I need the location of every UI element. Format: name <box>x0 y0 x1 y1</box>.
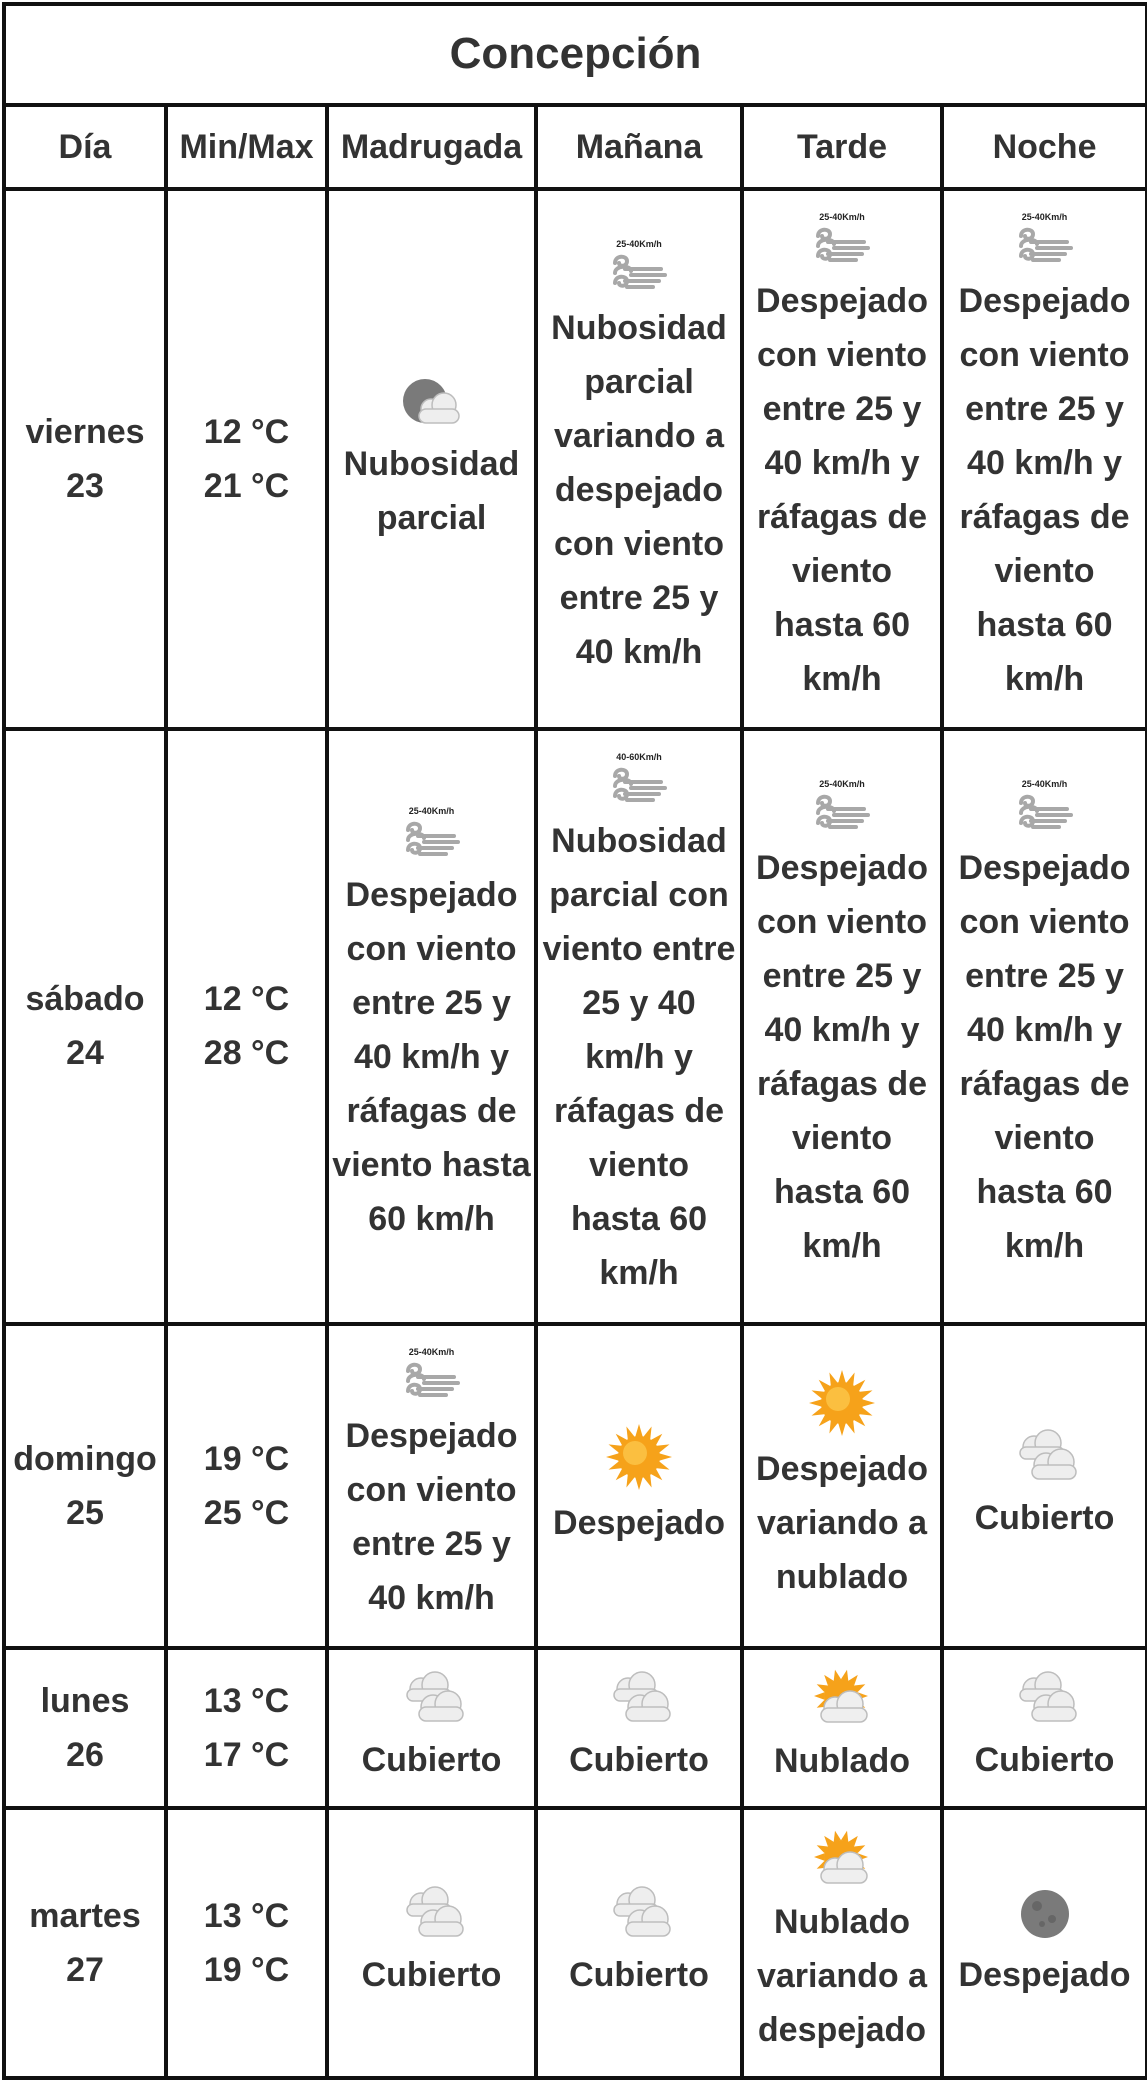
overcast-icon <box>541 1884 737 1944</box>
day-number: 23 <box>66 467 104 506</box>
overcast-icon <box>332 1669 531 1729</box>
max-temp: 17 °C <box>203 1735 290 1774</box>
period-cell <box>742 1648 942 1808</box>
weather-description: Despejado con viento entre 25 y 40 km/h y ráfagas de viento hasta 60 km/h <box>756 849 928 1266</box>
forecast-row <box>4 729 1147 1323</box>
day-name: viernes <box>25 413 145 452</box>
day-number: 27 <box>66 1951 104 1990</box>
min-temp: 13 °C <box>203 1681 290 1720</box>
sun-icon <box>541 1422 737 1492</box>
sun-icon <box>747 1368 937 1438</box>
wind-speed-badge: 25-40Km/h <box>1021 212 1068 223</box>
day-name: lunes <box>40 1681 130 1720</box>
wind-icon <box>541 752 737 810</box>
weather-description: Despejado <box>958 1956 1131 1995</box>
temperature-cell <box>166 1808 327 2078</box>
wind-speed-badge: 25-40Km/h <box>616 239 662 250</box>
wind-icon <box>947 212 1142 270</box>
period-cell <box>942 1648 1147 1808</box>
max-temp: 19 °C <box>203 1951 290 1990</box>
moon-icon <box>947 1884 1142 1944</box>
period-cell <box>327 1324 536 1648</box>
period-cell <box>942 1324 1147 1648</box>
weather-description: Cubierto <box>361 1740 502 1779</box>
overcast-icon <box>947 1669 1142 1729</box>
header-noche: Noche <box>942 105 1147 190</box>
day-number: 26 <box>66 1735 104 1774</box>
min-temp: 12 °C <box>203 413 290 452</box>
wind-speed-badge: 25-40Km/h <box>408 1346 455 1357</box>
sun-cloud-icon <box>747 1668 937 1730</box>
temperature-cell <box>166 1648 327 1808</box>
day-name: sábado <box>25 980 145 1019</box>
period-cell <box>536 1808 742 2078</box>
min-temp: 19 °C <box>203 1439 290 1478</box>
weather-description: Nublado variando a despejado <box>756 1903 928 2050</box>
wind-speed-badge: 25-40Km/h <box>819 212 865 223</box>
wind-icon <box>332 1347 531 1405</box>
period-cell <box>742 729 942 1323</box>
wind-speed-badge: 25-40Km/h <box>819 779 865 790</box>
forecast-row <box>4 1648 1147 1808</box>
period-cell <box>742 189 942 729</box>
weather-description: Nubosidad parcial <box>343 445 520 538</box>
day-name: domingo <box>13 1439 157 1478</box>
period-cell <box>942 729 1147 1323</box>
day-number: 25 <box>66 1493 104 1532</box>
forecast-table <box>2 2 1147 2080</box>
period-cell <box>742 1324 942 1648</box>
header-manana: Mañana <box>536 105 742 190</box>
weather-description: Cubierto <box>974 1740 1115 1779</box>
forecast-row <box>4 189 1147 729</box>
day-cell <box>4 189 166 729</box>
weather-description: Cubierto <box>569 1956 709 1995</box>
day-name: martes <box>29 1897 141 1936</box>
period-cell <box>942 189 1147 729</box>
period-cell <box>327 1808 536 2078</box>
wind-speed-badge: 25-40Km/h <box>408 806 455 817</box>
wind-icon <box>541 239 737 297</box>
weather-description: Cubierto <box>361 1956 502 1995</box>
min-temp: 13 °C <box>203 1897 290 1936</box>
weather-description: Cubierto <box>974 1498 1115 1537</box>
partly-cloudy-night-icon <box>332 373 531 433</box>
weather-description: Cubierto <box>569 1740 709 1779</box>
wind-speed-badge: 40-60Km/h <box>616 752 662 763</box>
period-cell <box>327 729 536 1323</box>
forecast-row <box>4 1324 1147 1648</box>
period-cell <box>536 1324 742 1648</box>
day-cell <box>4 1648 166 1808</box>
forecast-row <box>4 1808 1147 2078</box>
overcast-icon <box>332 1884 531 1944</box>
max-temp: 21 °C <box>203 467 290 506</box>
period-cell <box>327 1648 536 1808</box>
period-cell <box>942 1808 1147 2078</box>
wind-icon <box>747 212 937 270</box>
weather-description: Despejado con viento entre 25 y 40 km/h y ráfagas de viento hasta 60 km/h <box>756 282 928 699</box>
weather-description: Despejado <box>553 1503 725 1542</box>
day-cell <box>4 729 166 1323</box>
weather-description: Despejado con viento entre 25 y 40 km/h y ráfagas de viento hasta 60 km/h <box>958 282 1131 699</box>
weather-description: Despejado con viento entre 25 y 40 km/h y ráfagas de viento hasta 60 km/h <box>332 876 531 1239</box>
temperature-cell <box>166 1324 327 1648</box>
weather-description: Nubosidad parcial variando a despejado con viento entre 25 y 40 km/h <box>551 309 727 672</box>
city-title: Concepción <box>4 4 1147 105</box>
weather-description: Despejado variando a nublado <box>756 1449 928 1596</box>
period-cell <box>536 729 742 1323</box>
weather-description: Nublado <box>774 1741 910 1780</box>
min-temp: 12 °C <box>203 980 290 1019</box>
wind-icon <box>332 806 531 864</box>
sun-cloud-icon <box>747 1829 937 1891</box>
temperature-cell <box>166 729 327 1323</box>
header-tarde: Tarde <box>742 105 942 190</box>
header-day: Día <box>4 105 166 190</box>
weather-description: Despejado con viento entre 25 y 40 km/h y ráfagas de viento hasta 60 km/h <box>958 849 1131 1266</box>
wind-icon <box>747 779 937 837</box>
max-temp: 25 °C <box>203 1493 290 1532</box>
day-cell <box>4 1324 166 1648</box>
period-cell <box>742 1808 942 2078</box>
period-cell <box>536 189 742 729</box>
day-cell <box>4 1808 166 2078</box>
overcast-icon <box>947 1427 1142 1487</box>
period-cell <box>536 1648 742 1808</box>
wind-speed-badge: 25-40Km/h <box>1021 779 1068 790</box>
temperature-cell <box>166 189 327 729</box>
day-number: 24 <box>66 1034 104 1073</box>
max-temp: 28 °C <box>203 1034 290 1073</box>
weather-description: Nubosidad parcial con viento entre 25 y 40 km/h y ráfagas de viento hasta 60 km/h <box>542 822 736 1293</box>
wind-icon <box>947 779 1142 837</box>
period-cell <box>327 189 536 729</box>
header-minmax: Min/Max <box>166 105 327 190</box>
header-madrugada: Madrugada <box>327 105 536 190</box>
weather-description: Despejado con viento entre 25 y 40 km/h <box>345 1416 518 1617</box>
overcast-icon <box>541 1669 737 1729</box>
